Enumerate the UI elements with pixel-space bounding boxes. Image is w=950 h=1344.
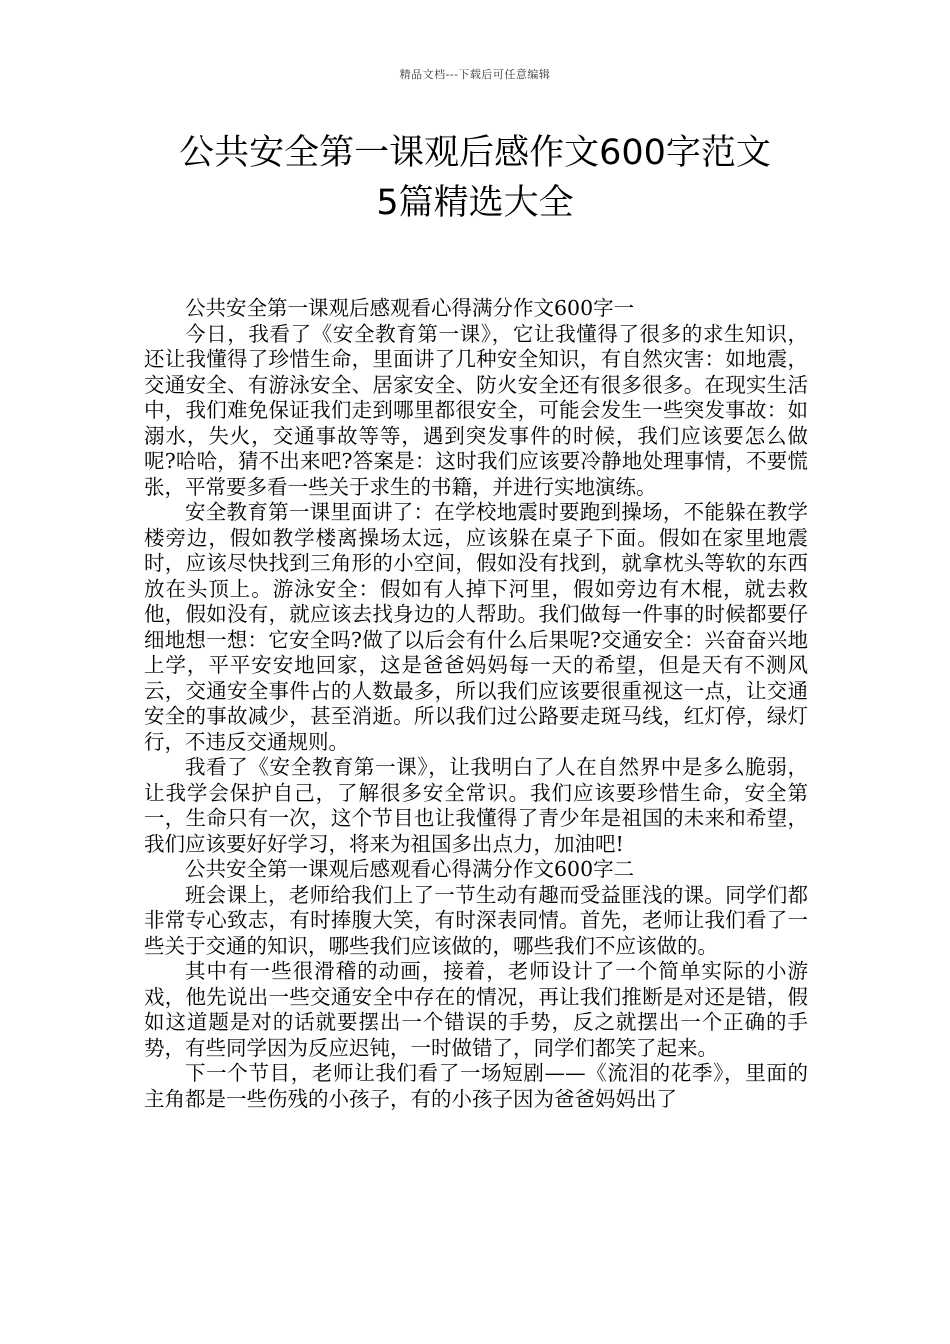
- paragraph: 我看了《安全教育第一课》，让我明白了人在自然界中是多么脆弱，让我学会保护自己，了解很多安全常识。我们应该要珍惜生命，安全第一，生命只有一次，这个节目也让我懂得了青少年是祖国的未来和希望，我们应该要好好学习，将来为祖国多出点力，加油吧!: [144, 755, 808, 856]
- title-line-1: 公共安全第一课观后感作文600字范文: [179, 133, 771, 173]
- header-note: 精品文档---下载后可任意编辑: [399, 68, 551, 81]
- paragraph: 其中有一些很滑稽的动画，接着，老师设计了一个简单实际的小游戏，他先说出一些交通安全中存在的情况，再让我们推断是对还是错，假如这道题是对的话就要摆出一个错误的手势，反之就摆出一个正确的手势，有些同学因为反应迟钝，一时做错了，同学们都笑了起来。: [144, 959, 808, 1060]
- section-heading-1: 公共安全第一课观后感观看心得满分作文600字一: [185, 296, 635, 320]
- paragraph: 今日，我看了《安全教育第一课》，它让我懂得了很多的求生知识，还让我懂得了珍惜生命，里面讲了几种安全知识，有自然灾害：如地震，交通安全、有游泳安全、居家安全、防火安全还有很多很多。在现实生活中，我们难免保证我们走到哪里都很安全，可能会发生一些突发事故：如溺水，失火，交通事故等等，遇到突发事件的时候，我们应该要怎么做呢?哈哈，猜不出来吧?答案是：这时我们应该要冷静地处理事情，不要慌张，平常要多看一些关于求生的书籍，并进行实地演练。: [144, 321, 808, 499]
- title-line-2: 5篇精选大全: [376, 183, 574, 223]
- paragraph: 安全教育第一课里面讲了：在学校地震时要跑到操场，不能躲在教学楼旁边，假如教学楼离操场太远，应该躲在桌子下面。假如在家里地震时，应该尽快找到三角形的小空间，假如没有找到，就拿枕头等软的东西放在头顶上。游泳安全：假如有人掉下河里，假如旁边有木棍，就去救他，假如没有，就应该去找身边的人帮助。我们做每一件事的时候都要仔细地想一想：它安全吗?做了以后会有什么后果呢?交通安全：兴奋奋兴地上学，平平安安地回家，这是爸爸妈妈每一天的希望，但是天有不测风云，交通安全事件占的人数最多，所以我们应该要很重视这一点，让交通安全的事故减少，甚至消逝。所以我们过公路要走斑马线，红灯停，绿灯行，不违反交通规则。: [144, 500, 808, 754]
- paragraph: 班会课上，老师给我们上了一节生动有趣而受益匪浅的课。同学们都非常专心致志，有时捧腹大笑，有时深表同情。首先，老师让我们看了一些关于交通的知识，哪些我们应该做的，哪些我们不应该做的。: [144, 882, 808, 958]
- document-body: [144, 296, 808, 1112]
- document-title: [120, 128, 830, 228]
- section-heading-2: 公共安全第一课观后感观看心得满分作文600字二: [185, 857, 635, 881]
- paragraph: 下一个节目，老师让我们看了一场短剧——《流泪的花季》，里面的主角都是一些伤残的小孩子，有的小孩子因为爸爸妈妈出了: [144, 1061, 808, 1111]
